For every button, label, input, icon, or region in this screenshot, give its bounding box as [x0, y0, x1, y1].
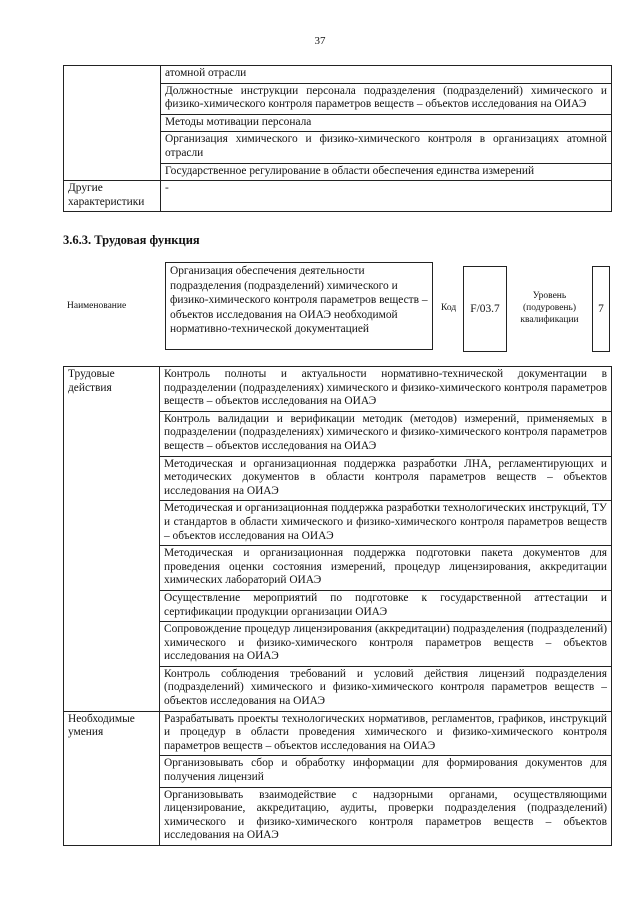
- code-value: F/03.7: [463, 266, 507, 352]
- table-cell: Методическая и организационная поддержка разработки технологических инструкций, ТУ и стандартов в области химического и физико-химического контроля параметров веществ – объектов исследования на ОИАЭ: [160, 501, 612, 546]
- table-cell: Контроль валидации и верификации методик (методов) измерений, применяемых в подразделении (подразделениях) химического и физико-химического контроля параметров веществ – объектов исследования на ОИАЭ: [160, 411, 612, 456]
- table-cell: Осуществление мероприятий по подготовке к государственной аттестации и сертификации продукции организации ОИАЭ: [160, 590, 612, 621]
- table-cell: Методы мотивации персонала: [161, 114, 612, 132]
- table-cell: Организовывать сбор и обработку информации для формирования документов для получения лицензий: [160, 756, 612, 787]
- table-cell: -: [161, 181, 612, 212]
- table-cell: Контроль соблюдения требований и условий действия лицензий подразделения (подразделений) химического и физико-химического контроля параметров веществ – объектов исследования на ОИАЭ: [160, 666, 612, 711]
- page-number: 37: [314, 35, 326, 47]
- table-cell: Сопровождение процедур лицензирования (аккредитации) подразделения (подразделений) химического и физико-химического контроля параметров веществ – объектов исследования на ОИАЭ: [160, 622, 612, 667]
- table-cell: Государственное регулирование в области обеспечения единства измерений: [161, 163, 612, 181]
- section-heading: 3.6.3. Трудовая функция: [63, 233, 200, 247]
- labor-actions-label: Трудовые действия: [64, 367, 160, 712]
- table-cell: Методическая и организационная поддержка подготовки пакета документов для проведения оценки состояния измерений, процедур лицензирования, аккредитации химических лабораторий ОИАЭ: [160, 546, 612, 591]
- main-table: [63, 366, 612, 846]
- table-row: [64, 66, 612, 84]
- table-cell: Организовывать взаимодействие с надзорными органами, осуществляющими лицензирование, аккредитацию, аудиты, проверки подразделения (подразделений) химического и физико-химического контроля параметров веществ – объектов исследования на ОИАЭ: [160, 787, 612, 845]
- level-label: Уровень (подуровень) квалификации: [520, 291, 579, 325]
- level-value: 7: [592, 266, 610, 352]
- table-cell-label: [64, 66, 161, 181]
- table-cell: Разрабатывать проекты технологических нормативов, регламентов, графиков, инструкций и процедур в области проведения химического и физико-химического контроля параметров веществ – объектов исследования на ОИАЭ: [160, 711, 612, 756]
- table-cell: атомной отрасли: [161, 66, 612, 84]
- table-row: [64, 181, 612, 212]
- table-row: [64, 711, 612, 756]
- table-cell: Контроль полноты и актуальности нормативно-технической документации в подразделении (подразделениях) химического и физико-химического контроля параметров веществ – объектов исследования на ОИАЭ: [160, 367, 612, 412]
- table-cell: Организация химического и физико-химического контроля в организациях атомной отрасли: [161, 132, 612, 163]
- top-table: [63, 65, 612, 212]
- name-label: Наименование: [67, 301, 127, 311]
- table-cell: Должностные инструкции персонала подразделения (подразделений) химического и физико-химического контроля параметров веществ – объектов исследования на ОИАЭ: [161, 83, 612, 114]
- other-characteristics-label: Другие характеристики: [64, 181, 161, 212]
- table-row: [64, 367, 612, 412]
- function-name: Организация обеспечения деятельности подразделения (подразделений) химического и физико-химического контроля параметров веществ – объектов исследования на ОИАЭ необходимой нормативно-технической документацией: [165, 262, 433, 350]
- code-label: Код: [441, 303, 457, 313]
- skills-label: Необходимые умения: [64, 711, 160, 845]
- table-cell: Методическая и организационная поддержка разработки ЛНА, регламентирующих и методических документов в области контроля параметров веществ – объектов исследования на ОИАЭ: [160, 456, 612, 501]
